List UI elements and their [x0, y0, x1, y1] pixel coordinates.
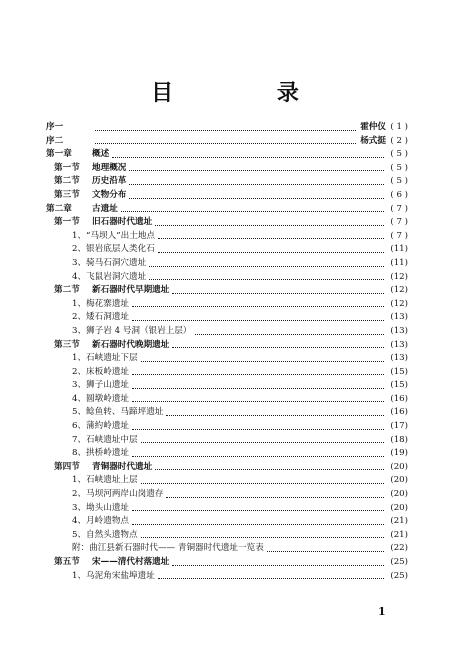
toc-entry-author: 杨式挺 [358, 135, 386, 149]
toc-entry [46, 203, 408, 217]
toc-entry-title: 3、骑马石洞穴遗址 [72, 257, 147, 268]
toc-entry-title: 新石器时代晚期遗址 [92, 339, 170, 350]
toc-entry-title: 1、梅花寨遗址 [72, 298, 130, 309]
toc-entry-page: (11) [386, 257, 408, 271]
dot-leader [121, 211, 384, 212]
toc-entry-page: (15) [386, 379, 408, 393]
toc-entry [46, 175, 408, 189]
toc-entry-title: 2、矮石洞遗址 [72, 312, 130, 323]
toc-entry [46, 271, 408, 285]
toc-entry-title: 5、鲶鱼转、马蹄坪遗址 [72, 407, 164, 418]
page-title: 目 录 [151, 81, 347, 106]
dot-leader [132, 388, 384, 389]
toc-entry-title: 5、自然头遗物点 [72, 529, 138, 540]
dot-leader [129, 184, 384, 185]
toc-entry-page: (25) [386, 556, 408, 570]
toc-entry-page: (18) [386, 434, 408, 448]
toc-entry-page: (11) [386, 243, 408, 257]
dot-leader [132, 524, 384, 525]
toc-entry-page: (20) [386, 488, 408, 502]
toc-entry-page: (15) [386, 366, 408, 380]
toc-entry-number: 第四节 [54, 461, 80, 472]
toc-entry-page: (20) [386, 461, 408, 475]
dot-leader [172, 565, 384, 566]
dot-leader [141, 442, 384, 443]
toc-entry [46, 284, 408, 298]
toc-entry-page: (16) [386, 406, 408, 420]
toc-entry [46, 243, 408, 257]
dot-leader [132, 456, 384, 457]
toc-entry-page: ( 7 ) [386, 203, 408, 217]
toc-entry-page: (17) [386, 420, 408, 434]
toc-entry-page: ( 7 ) [386, 230, 408, 244]
toc-entry [46, 339, 408, 353]
toc-entry-title: 3、狮子山遗址 [72, 380, 130, 391]
toc-entry-page: (20) [386, 474, 408, 488]
dot-leader [129, 198, 384, 199]
toc-entry-title: 6、蒲約岭遗址 [72, 421, 130, 432]
toc-entry-number: 第一节 [54, 217, 80, 228]
dot-leader [172, 347, 384, 348]
dot-leader [129, 170, 384, 171]
toc-entry-title: 1、石峡遗址上层 [72, 475, 138, 486]
dot-leader [141, 537, 384, 538]
dot-leader [132, 401, 384, 402]
dot-leader [132, 320, 384, 321]
toc-entry-page: ( 7 ) [386, 216, 408, 230]
toc-entry-page: ( 1 ) [386, 121, 408, 135]
toc-entry-title: 1、乌泥角宋盐埠遗址 [72, 570, 155, 581]
dot-leader [172, 293, 384, 294]
toc-entry [46, 474, 408, 488]
toc-entry-title: 历史沿革 [92, 176, 127, 187]
toc-entry-title: 1、“马坝人”出土地点 [72, 230, 156, 241]
toc-entry-number: 序一 [46, 122, 64, 132]
dot-leader [158, 252, 384, 253]
toc-entry [46, 570, 408, 584]
toc-entry [46, 393, 408, 407]
toc-entry [46, 502, 408, 516]
toc-entry-page: (16) [386, 393, 408, 407]
table-of-contents [46, 121, 408, 583]
toc-entry-page: (20) [386, 502, 408, 516]
toc-entry-page: (12) [386, 298, 408, 312]
toc-entry-title: 1、石峡遗址下层 [72, 353, 138, 364]
toc-entry-title: 8、拱桥岭遗址 [72, 448, 130, 459]
dot-leader [141, 483, 384, 484]
toc-entry-number: 第三节 [54, 189, 80, 200]
toc-entry [46, 420, 408, 434]
toc-entry [46, 230, 408, 244]
dot-leader [112, 157, 384, 158]
toc-entry [46, 447, 408, 461]
toc-entry-title: 2、马坝河两岸山岗遗存 [72, 489, 164, 500]
dot-leader [132, 429, 384, 430]
toc-entry-title: 新石器时代早期遗址 [92, 285, 170, 296]
toc-entry-title: 旧石器时代遗址 [92, 217, 153, 228]
toc-entry [46, 379, 408, 393]
toc-entry-page: (13) [386, 325, 408, 339]
toc-entry-title: 2、银岩底层人类化石 [72, 244, 155, 255]
dot-leader [158, 238, 384, 239]
toc-entry-title: 附：曲江县新石器时代—— 青铜器时代遗址一览表 [72, 543, 264, 554]
toc-entry-page: (21) [386, 529, 408, 543]
toc-entry [46, 461, 408, 475]
toc-entry [46, 135, 408, 149]
toc-entry [46, 121, 408, 135]
toc-entry [46, 529, 408, 543]
toc-entry [46, 216, 408, 230]
toc-entry [46, 352, 408, 366]
toc-entry-author: 霍仲仪 [358, 121, 386, 135]
toc-entry [46, 488, 408, 502]
toc-entry-page: (22) [386, 542, 408, 556]
toc-entry-number: 第二节 [54, 285, 80, 296]
toc-entry-page: ( 5 ) [386, 148, 408, 162]
dot-leader [132, 510, 384, 511]
toc-entry-page: (13) [386, 311, 408, 325]
toc-entry-title: 4、飞鼠岩洞穴遗址 [72, 271, 147, 282]
toc-entry-number: 第五节 [54, 557, 80, 567]
toc-entry-number: 第二章 [46, 203, 72, 214]
toc-entry [46, 162, 408, 176]
dot-leader [149, 266, 384, 267]
toc-entry-page: ( 5 ) [386, 162, 408, 176]
toc-entry [46, 556, 408, 570]
toc-entry-page: (12) [386, 271, 408, 285]
toc-entry [46, 257, 408, 271]
toc-entry-title: 4、圆墩岭遗址 [72, 393, 130, 404]
toc-entry-page: ( 6 ) [386, 189, 408, 203]
toc-entry [46, 298, 408, 312]
toc-entry-title: 3、狮子岩 4 号洞（银岩上层） [72, 325, 192, 336]
toc-entry-page: ( 5 ) [386, 175, 408, 189]
toc-entry [46, 311, 408, 325]
dot-leader [132, 374, 384, 375]
toc-entry-page: (13) [386, 352, 408, 366]
toc-entry [46, 406, 408, 420]
toc-entry-title: 地理概况 [92, 162, 127, 173]
toc-entry-number: 第一章 [46, 149, 72, 160]
toc-entry-title: 青铜器时代遗址 [92, 461, 153, 472]
dot-leader [149, 279, 384, 280]
toc-entry-page: (13) [386, 339, 408, 353]
dot-leader [155, 469, 384, 470]
dot-leader [95, 130, 356, 131]
toc-entry-page: (19) [386, 447, 408, 461]
dot-leader [267, 551, 384, 552]
toc-entry [46, 515, 408, 529]
toc-entry-title: 7、石峡遗址中层 [72, 434, 138, 445]
dot-leader [141, 361, 384, 362]
toc-entry-number: 序二 [46, 135, 64, 146]
dot-leader [95, 143, 356, 144]
toc-entry-title: 古遗址 [92, 203, 118, 214]
toc-entry-number: 第三节 [54, 339, 80, 350]
toc-entry-page: ( 2 ) [386, 135, 408, 149]
toc-entry [46, 366, 408, 380]
toc-entry [46, 148, 408, 162]
toc-entry [46, 434, 408, 448]
dot-leader [158, 578, 384, 579]
dot-leader [155, 225, 384, 226]
toc-entry-page: (21) [386, 515, 408, 529]
toc-entry-title: 概述 [92, 149, 110, 160]
dot-leader [166, 415, 384, 416]
dot-leader [132, 306, 384, 307]
toc-entry-title: 宋——清代村落遗址 [92, 557, 170, 567]
toc-entry-title: 3、坳头山遗址 [72, 502, 130, 513]
page-number: 1 [378, 605, 386, 618]
toc-entry-page: (12) [386, 284, 408, 298]
toc-entry-title: 文物分布 [92, 189, 127, 200]
toc-entry [46, 325, 408, 339]
dot-leader [195, 334, 384, 335]
toc-entry-title: 2、床板岭遗址 [72, 366, 130, 377]
toc-entry-number: 第一节 [54, 162, 80, 173]
dot-leader [166, 497, 384, 498]
toc-entry-page: (25) [386, 570, 408, 584]
toc-entry-title: 4、月岭遗物点 [72, 516, 130, 527]
toc-entry [46, 542, 408, 556]
toc-entry-number: 第二节 [54, 176, 80, 187]
toc-entry [46, 189, 408, 203]
